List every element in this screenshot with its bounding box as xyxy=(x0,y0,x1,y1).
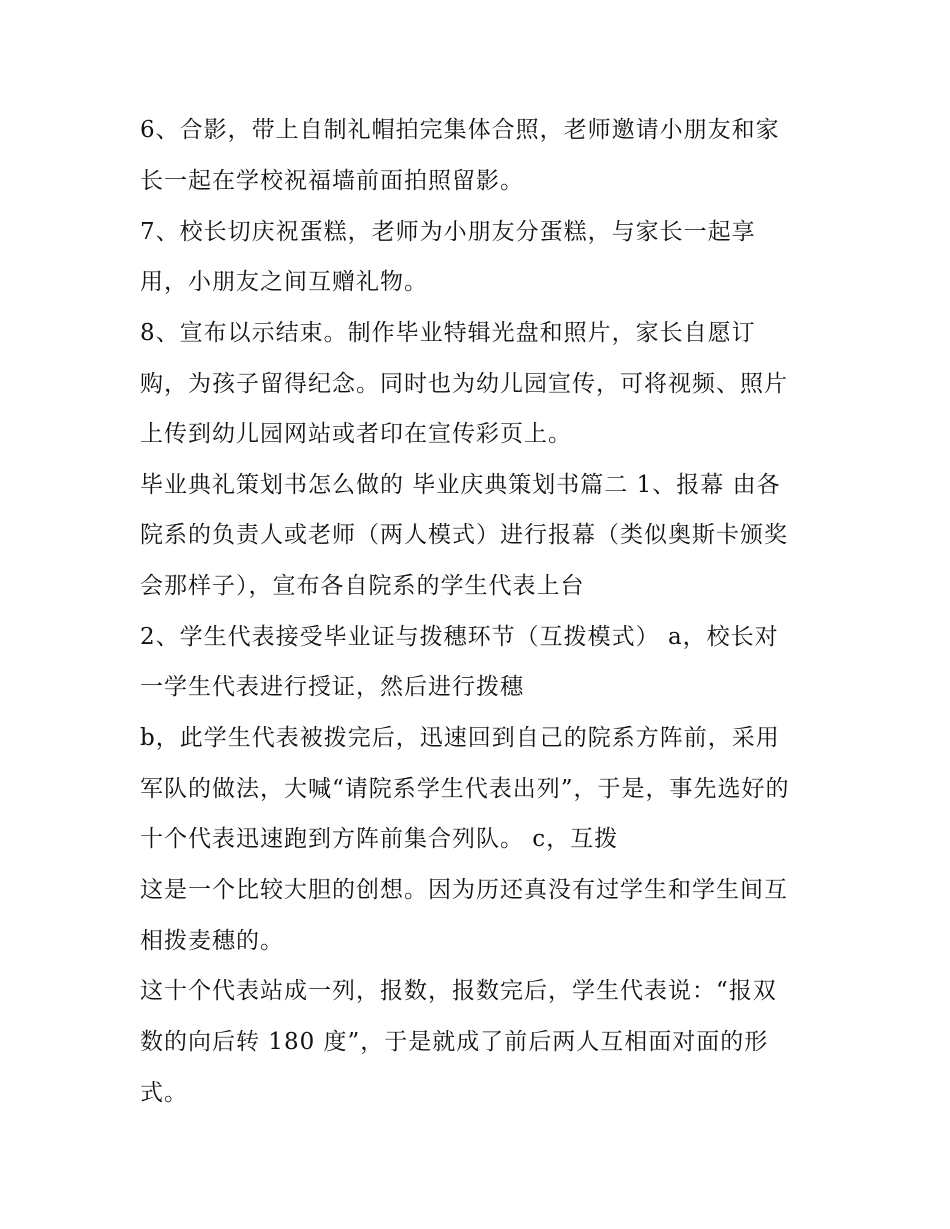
text-line: 这十个代表站成一列，报数，报数完后，学生代表说：“报双 xyxy=(140,978,777,1004)
text-line: 式。 xyxy=(140,1080,188,1106)
text-line: 院系的负责人或老师（两人模式）进行报幕（类似奥斯卡颁奖 xyxy=(140,522,788,548)
text-line: 这是一个比较大胆的创想。因为历还真没有过学生和学生间互 xyxy=(140,877,788,903)
text-line: 6、合影，带上自制礼帽拍完集体合照，老师邀请小朋友和家 xyxy=(140,117,780,143)
text-line: 上传到幼儿园网站或者印在宣传彩页上。 xyxy=(140,421,572,447)
text-line: 相拨麦穗的。 xyxy=(140,928,284,954)
text-line: 用，小朋友之间互赠礼物。 xyxy=(140,269,428,295)
text-line: 毕业典礼策划书怎么做的 毕业庆典策划书篇二 1、报幕 由各 xyxy=(140,472,781,498)
text-line: b，此学生代表被拨完后，迅速回到自己的院系方阵前，采用 xyxy=(140,725,780,751)
text-line: 十个代表迅速跑到方阵前集合列队。 c，互拨 xyxy=(140,826,619,852)
text-line: 一学生代表进行授证，然后进行拨穗 xyxy=(140,674,524,700)
text-line: 军队的做法，大喊“请院系学生代表出列”，于是，事先选好的 xyxy=(140,776,790,802)
text-line: 数的向后转 180 度”，于是就成了前后两人互相面对面的形 xyxy=(140,1029,769,1055)
text-line: 7、校长切庆祝蛋糕，老师为小朋友分蛋糕，与家长一起享 xyxy=(140,219,756,245)
text-line: 2、学生代表接受毕业证与拨穗环节（互拨模式） a，校长对 xyxy=(140,624,779,650)
text-line: 8、宣布以示结束。制作毕业特辑光盘和照片，家长自愿订 xyxy=(140,320,756,346)
text-line: 购，为孩子留得纪念。同时也为幼儿园宣传，可将视频、照片 xyxy=(140,371,788,397)
text-line: 会那样子），宣布各自院系的学生代表上台 xyxy=(140,573,585,599)
text-line: 长一起在学校祝福墙前面拍照留影。 xyxy=(140,168,524,194)
